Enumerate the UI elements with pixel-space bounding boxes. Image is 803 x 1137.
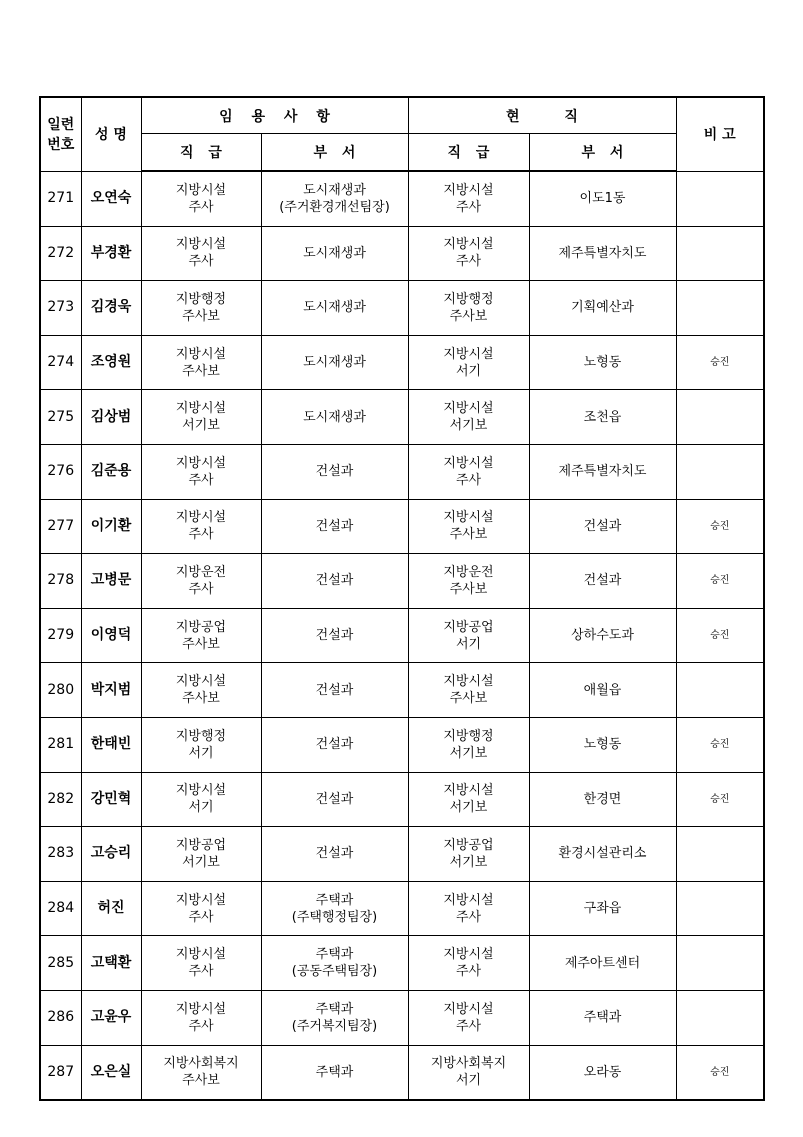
note-cell bbox=[676, 171, 764, 226]
appointment-grade-line: 지방시설 bbox=[175, 182, 227, 198]
current-grade-line: 지방행정 bbox=[443, 728, 494, 744]
note-cell bbox=[676, 990, 764, 1045]
table-row bbox=[40, 1045, 764, 1100]
serial-number-cell: 273 bbox=[40, 281, 81, 336]
current-department-cell bbox=[529, 554, 676, 609]
appointment-grade-line: 주사보 bbox=[182, 308, 220, 324]
appointment-department-line: (공동주택팀장) bbox=[291, 964, 378, 980]
appointment-grade-line: 지방운전 bbox=[175, 564, 227, 580]
current-grade-cell bbox=[408, 281, 529, 336]
current-grade-line: 지방공업 bbox=[443, 619, 494, 635]
current-grade-cell bbox=[408, 390, 529, 445]
appointment-grade-line: 주사 bbox=[188, 1018, 214, 1034]
name-cell: 고병문 bbox=[81, 554, 141, 609]
current-department-line: 애월읍 bbox=[583, 682, 622, 698]
appointment-department-line: (주거환경개선팀장) bbox=[279, 199, 390, 215]
current-grade-cell bbox=[408, 1045, 529, 1100]
current-department-line: 구좌읍 bbox=[583, 901, 622, 917]
current-department-cell bbox=[529, 717, 676, 772]
current-department-line: 주택과 bbox=[583, 1010, 622, 1026]
name-cell: 허진 bbox=[81, 881, 141, 936]
header-appointment: 임 용 사 항 bbox=[141, 97, 408, 134]
serial-number-cell: 275 bbox=[40, 390, 81, 445]
name-cell: 김준용 bbox=[81, 444, 141, 499]
current-grade-line: 지방시설 bbox=[443, 182, 494, 198]
appointment-department-cell bbox=[261, 390, 408, 445]
name-cell: 고윤우 bbox=[81, 990, 141, 1045]
serial-number-cell: 283 bbox=[40, 827, 81, 882]
appointment-grade-cell bbox=[141, 772, 261, 827]
appointment-department-line: 건설과 bbox=[315, 628, 354, 644]
current-grade-cell bbox=[408, 881, 529, 936]
current-department-cell bbox=[529, 663, 676, 718]
current-department-cell bbox=[529, 772, 676, 827]
appointment-grade-cell bbox=[141, 554, 261, 609]
appointment-table bbox=[39, 96, 765, 1101]
table-row bbox=[40, 390, 764, 445]
appointment-department-line: 건설과 bbox=[315, 737, 354, 753]
appointment-department-line: 건설과 bbox=[315, 791, 354, 807]
appointment-grade-line: 지방공업 bbox=[175, 837, 227, 853]
note-cell bbox=[676, 226, 764, 281]
serial-number-cell: 278 bbox=[40, 554, 81, 609]
note-cell: 승진 bbox=[676, 335, 764, 390]
table-row bbox=[40, 663, 764, 718]
table-row bbox=[40, 827, 764, 882]
current-department-line: 오라동 bbox=[583, 1064, 622, 1080]
current-department-cell bbox=[529, 608, 676, 663]
appointment-department-cell bbox=[261, 281, 408, 336]
appointment-department-line: 주택과 bbox=[315, 1001, 354, 1017]
appointment-grade-cell bbox=[141, 827, 261, 882]
name-cell: 고택환 bbox=[81, 936, 141, 991]
appointment-grade-line: 지방사회복지 bbox=[163, 1056, 239, 1072]
appointment-grade-line: 지방시설 bbox=[175, 237, 227, 253]
current-department-line: 한경면 bbox=[583, 791, 622, 807]
table-row bbox=[40, 444, 764, 499]
appointment-department-cell bbox=[261, 881, 408, 936]
current-grade-cell bbox=[408, 554, 529, 609]
table-row bbox=[40, 171, 764, 226]
appointment-department-line: 건설과 bbox=[315, 682, 354, 698]
appointment-grade-line: 지방시설 bbox=[175, 783, 227, 799]
serial-number-cell: 277 bbox=[40, 499, 81, 554]
current-grade-line: 지방시설 bbox=[443, 510, 494, 526]
current-department-line: 건설과 bbox=[583, 573, 622, 589]
current-grade-line: 서기 bbox=[455, 1073, 482, 1089]
header-current-department: 부 서 bbox=[529, 134, 676, 172]
appointment-department-cell bbox=[261, 990, 408, 1045]
current-department-cell bbox=[529, 827, 676, 882]
current-department-line: 조천읍 bbox=[583, 409, 622, 425]
appointment-department-cell bbox=[261, 772, 408, 827]
table-row bbox=[40, 281, 764, 336]
current-department-line: 건설과 bbox=[583, 518, 622, 534]
current-department-line: 제주아트센터 bbox=[564, 955, 641, 971]
serial-number-cell: 280 bbox=[40, 663, 81, 718]
name-cell: 김경욱 bbox=[81, 281, 141, 336]
appointment-department-line: 주택과 bbox=[315, 892, 354, 908]
current-grade-line: 주사 bbox=[455, 199, 482, 215]
current-grade-line: 주사보 bbox=[449, 691, 488, 707]
appointment-department-cell bbox=[261, 444, 408, 499]
appointment-grade-line: 지방시설 bbox=[175, 346, 227, 362]
current-grade-line: 지방시설 bbox=[443, 674, 494, 690]
current-department-line: 이도1동 bbox=[579, 191, 626, 207]
appointment-department-line: 건설과 bbox=[315, 573, 354, 589]
note-cell bbox=[676, 936, 764, 991]
note-cell: 승진 bbox=[676, 717, 764, 772]
appointment-grade-cell bbox=[141, 444, 261, 499]
table-row bbox=[40, 936, 764, 991]
header-appointment-department: 부 서 bbox=[261, 134, 408, 172]
current-grade-cell bbox=[408, 335, 529, 390]
table-row bbox=[40, 554, 764, 609]
appointment-grade-cell bbox=[141, 663, 261, 718]
table-row bbox=[40, 881, 764, 936]
current-grade-line: 서기 bbox=[455, 636, 482, 652]
current-department-line: 기획예산과 bbox=[571, 300, 634, 316]
appointment-grade-line: 주사 bbox=[188, 909, 214, 925]
appointment-department-cell bbox=[261, 717, 408, 772]
current-department-line: 환경시설관리소 bbox=[558, 846, 647, 862]
note-cell bbox=[676, 827, 764, 882]
current-grade-line: 지방시설 bbox=[443, 783, 494, 799]
name-cell: 박지범 bbox=[81, 663, 141, 718]
appointment-department-line: 건설과 bbox=[315, 846, 354, 862]
current-grade-line: 지방운전 bbox=[443, 564, 494, 580]
current-department-line: 제주특별자치도 bbox=[558, 245, 647, 261]
appointment-grade-line: 지방공업 bbox=[175, 619, 227, 635]
current-grade-cell bbox=[408, 171, 529, 226]
current-department-cell bbox=[529, 1045, 676, 1100]
header-appointment-grade: 직 급 bbox=[141, 134, 261, 172]
appointment-department-line: 도시재생과 bbox=[303, 245, 366, 261]
current-grade-line: 주사 bbox=[455, 254, 482, 270]
appointment-grade-line: 지방시설 bbox=[175, 401, 227, 417]
note-cell: 승진 bbox=[676, 772, 764, 827]
current-grade-line: 주사 bbox=[455, 964, 482, 980]
appointment-grade-line: 주사 bbox=[188, 472, 214, 488]
table-row bbox=[40, 499, 764, 554]
appointment-grade-cell bbox=[141, 936, 261, 991]
note-cell bbox=[676, 390, 764, 445]
current-grade-line: 주사보 bbox=[449, 527, 488, 543]
appointment-grade-line: 주사 bbox=[188, 581, 214, 597]
current-department-line: 노형동 bbox=[583, 355, 622, 371]
current-grade-line: 주사 bbox=[455, 1018, 482, 1034]
current-grade-line: 주사보 bbox=[449, 308, 488, 324]
name-cell: 고승리 bbox=[81, 827, 141, 882]
appointment-grade-cell bbox=[141, 171, 261, 226]
current-grade-cell bbox=[408, 444, 529, 499]
name-cell: 이영덕 bbox=[81, 608, 141, 663]
serial-number-cell: 271 bbox=[40, 171, 81, 226]
appointment-grade-line: 주사 bbox=[188, 254, 214, 270]
appointment-department-line: (주거복지팀장) bbox=[291, 1018, 378, 1034]
current-grade-cell bbox=[408, 990, 529, 1045]
appointment-grade-line: 지방시설 bbox=[175, 455, 227, 471]
header-current-position: 현 직 bbox=[408, 97, 676, 134]
current-grade-cell bbox=[408, 608, 529, 663]
current-grade-line: 서기보 bbox=[449, 418, 488, 434]
serial-number-cell: 276 bbox=[40, 444, 81, 499]
current-department-cell bbox=[529, 281, 676, 336]
appointment-department-cell bbox=[261, 663, 408, 718]
current-grade-cell bbox=[408, 499, 529, 554]
current-grade-cell bbox=[408, 663, 529, 718]
serial-number-cell: 287 bbox=[40, 1045, 81, 1100]
note-cell: 승진 bbox=[676, 608, 764, 663]
note-cell: 승진 bbox=[676, 499, 764, 554]
header-note: 비 고 bbox=[676, 97, 764, 171]
note-cell bbox=[676, 444, 764, 499]
appointment-grade-line: 주사보 bbox=[182, 363, 220, 379]
name-cell: 한태빈 bbox=[81, 717, 141, 772]
appointment-grade-cell bbox=[141, 717, 261, 772]
current-grade-line: 지방시설 bbox=[443, 237, 494, 253]
name-cell: 오은실 bbox=[81, 1045, 141, 1100]
current-grade-line: 지방공업 bbox=[443, 837, 494, 853]
current-grade-line: 주사보 bbox=[449, 581, 488, 597]
appointment-grade-line: 주사 bbox=[188, 964, 214, 980]
appointment-grade-line: 지방시설 bbox=[175, 1001, 227, 1017]
current-grade-line: 지방시설 bbox=[443, 401, 494, 417]
name-cell: 이기환 bbox=[81, 499, 141, 554]
appointment-grade-line: 지방시설 bbox=[175, 674, 227, 690]
table-body bbox=[40, 171, 764, 1100]
current-department-cell bbox=[529, 881, 676, 936]
appointment-grade-cell bbox=[141, 881, 261, 936]
current-department-line: 제주특별자치도 bbox=[558, 464, 647, 480]
note-cell bbox=[676, 663, 764, 718]
appointment-grade-line: 지방행정 bbox=[175, 728, 227, 744]
appointment-grade-line: 주사보 bbox=[182, 691, 220, 707]
appointment-grade-cell bbox=[141, 608, 261, 663]
appointment-department-cell bbox=[261, 554, 408, 609]
appointment-grade-line: 주사 bbox=[188, 527, 214, 543]
current-grade-line: 서기 bbox=[455, 363, 482, 379]
name-cell: 조영원 bbox=[81, 335, 141, 390]
header-name: 성 명 bbox=[81, 97, 141, 171]
appointment-department-cell bbox=[261, 335, 408, 390]
table-row bbox=[40, 226, 764, 281]
current-grade-line: 지방시설 bbox=[443, 346, 494, 362]
appointment-department-cell bbox=[261, 499, 408, 554]
current-grade-line: 서기보 bbox=[449, 854, 488, 870]
current-department-cell bbox=[529, 171, 676, 226]
appointment-department-line: 건설과 bbox=[315, 518, 354, 534]
appointment-grade-line: 서기 bbox=[188, 745, 214, 761]
table-row bbox=[40, 990, 764, 1045]
current-department-cell bbox=[529, 444, 676, 499]
table-row bbox=[40, 335, 764, 390]
current-grade-cell bbox=[408, 772, 529, 827]
appointment-department-line: 건설과 bbox=[315, 464, 354, 480]
current-grade-cell bbox=[408, 827, 529, 882]
appointment-grade-line: 지방행정 bbox=[175, 291, 227, 307]
serial-number-cell: 284 bbox=[40, 881, 81, 936]
serial-number-cell: 274 bbox=[40, 335, 81, 390]
serial-number-cell: 281 bbox=[40, 717, 81, 772]
current-grade-cell bbox=[408, 936, 529, 991]
current-department-cell bbox=[529, 335, 676, 390]
current-grade-line: 서기보 bbox=[449, 745, 488, 761]
appointment-grade-cell bbox=[141, 281, 261, 336]
appointment-grade-line: 주사 bbox=[188, 199, 214, 215]
appointment-grade-line: 지방시설 bbox=[175, 947, 227, 963]
appointment-grade-line: 서기 bbox=[188, 800, 214, 816]
serial-number-cell: 272 bbox=[40, 226, 81, 281]
name-cell: 강민혁 bbox=[81, 772, 141, 827]
current-department-line: 노형동 bbox=[583, 737, 622, 753]
appointment-grade-line: 주사보 bbox=[182, 1073, 220, 1089]
current-grade-line: 지방시설 bbox=[443, 1001, 494, 1017]
appointment-department-cell bbox=[261, 1045, 408, 1100]
appointment-department-cell bbox=[261, 827, 408, 882]
appointment-grade-cell bbox=[141, 390, 261, 445]
appointment-department-cell bbox=[261, 171, 408, 226]
appointment-department-line: 주택과 bbox=[315, 1064, 354, 1080]
serial-number-cell: 285 bbox=[40, 936, 81, 991]
table-row bbox=[40, 772, 764, 827]
appointment-grade-line: 주사보 bbox=[182, 636, 220, 652]
serial-number-cell: 282 bbox=[40, 772, 81, 827]
appointment-grade-cell bbox=[141, 335, 261, 390]
appointment-department-line: 주택과 bbox=[315, 947, 354, 963]
note-cell: 승진 bbox=[676, 1045, 764, 1100]
name-cell: 오연숙 bbox=[81, 171, 141, 226]
current-grade-line: 주사 bbox=[455, 909, 482, 925]
current-grade-line: 지방행정 bbox=[443, 291, 494, 307]
appointment-grade-line: 지방시설 bbox=[175, 510, 227, 526]
appointment-department-cell bbox=[261, 226, 408, 281]
note-cell: 승진 bbox=[676, 554, 764, 609]
current-grade-line: 지방시설 bbox=[443, 455, 494, 471]
current-grade-cell bbox=[408, 226, 529, 281]
appointment-grade-cell bbox=[141, 1045, 261, 1100]
appointment-department-cell bbox=[261, 608, 408, 663]
current-department-line: 상하수도과 bbox=[571, 628, 634, 644]
appointment-department-line: 도시재생과 bbox=[303, 182, 366, 198]
current-grade-line: 주사 bbox=[455, 472, 482, 488]
appointment-grade-line: 서기보 bbox=[182, 854, 220, 870]
name-cell: 부경환 bbox=[81, 226, 141, 281]
appointment-grade-cell bbox=[141, 990, 261, 1045]
name-cell: 김상범 bbox=[81, 390, 141, 445]
appointment-grade-line: 서기보 bbox=[182, 418, 220, 434]
appointment-grade-cell bbox=[141, 226, 261, 281]
appointment-grade-line: 지방시설 bbox=[175, 892, 227, 908]
current-department-cell bbox=[529, 390, 676, 445]
current-department-cell bbox=[529, 990, 676, 1045]
current-department-cell bbox=[529, 226, 676, 281]
serial-number-cell: 286 bbox=[40, 990, 81, 1045]
current-department-cell bbox=[529, 499, 676, 554]
appointment-department-line: (주택행정팀장) bbox=[291, 909, 378, 925]
appointment-department-cell bbox=[261, 936, 408, 991]
header-serial-number: 일련 번호 bbox=[40, 97, 81, 171]
appointment-department-line: 도시재생과 bbox=[303, 409, 366, 425]
current-grade-line: 서기보 bbox=[449, 800, 488, 816]
table-row bbox=[40, 608, 764, 663]
appointment-department-line: 도시재생과 bbox=[303, 300, 366, 316]
appointment-grade-cell bbox=[141, 499, 261, 554]
current-grade-line: 지방시설 bbox=[443, 892, 494, 908]
note-cell bbox=[676, 281, 764, 336]
serial-number-cell: 279 bbox=[40, 608, 81, 663]
current-grade-line: 지방시설 bbox=[443, 947, 494, 963]
header-current-grade: 직 급 bbox=[408, 134, 529, 172]
table-row bbox=[40, 717, 764, 772]
current-department-cell bbox=[529, 936, 676, 991]
note-cell bbox=[676, 881, 764, 936]
current-grade-line: 지방사회복지 bbox=[430, 1056, 507, 1072]
current-grade-cell bbox=[408, 717, 529, 772]
appointment-department-line: 도시재생과 bbox=[303, 355, 366, 371]
